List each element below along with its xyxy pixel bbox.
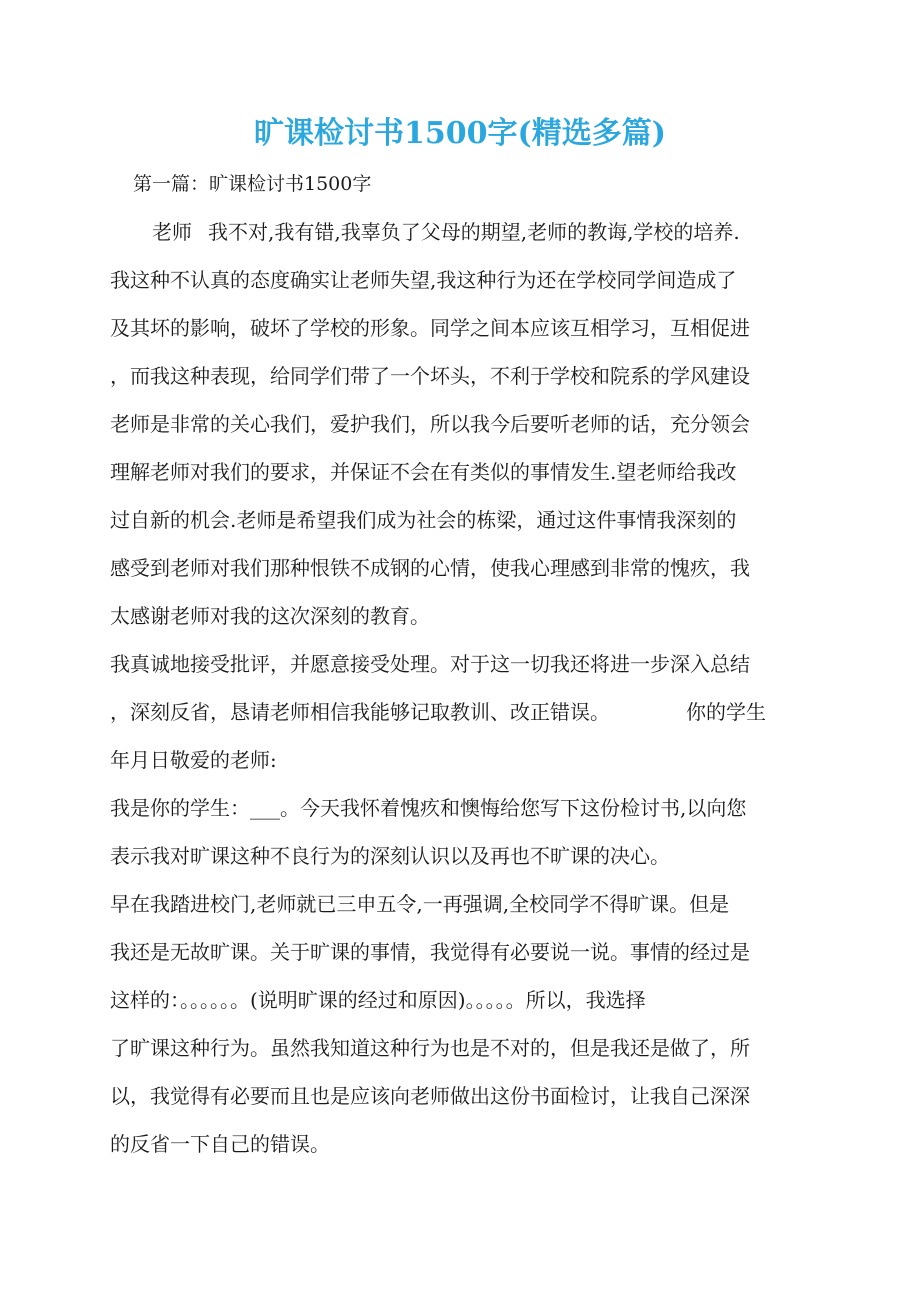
paragraph-line: 我还是无故旷课。关于旷课的事情，我觉得有必要说一说。事情的经过是 bbox=[110, 940, 750, 964]
signature: 你的学生 bbox=[686, 700, 766, 724]
paragraph-line: 及其坏的影响，破坏了学校的形象。同学之间本应该互相学习，互相促进 bbox=[110, 316, 750, 340]
paragraph-line: 表示我对旷课这种不良行为的深刻认识以及再也不旷课的决心。 bbox=[110, 844, 670, 868]
paragraph-line: 了旷课这种行为。虽然我知道这种行为也是不对的，但是我还是做了，所 bbox=[110, 1036, 750, 1060]
paragraph-line: 理解老师对我们的要求，并保证不会在有类似的事情发生.望老师给我改 bbox=[110, 460, 737, 484]
line-text: ，深刻反省，恳请老师相信我能够记取教训、改正错误。 bbox=[110, 700, 610, 724]
paragraph-line: 早在我踏进校门,老师就已三申五令,一再强调,全校同学不得旷课。但是 bbox=[110, 892, 730, 916]
date-greeting-line: 年月日敬爱的老师: bbox=[110, 748, 277, 772]
paragraph-line bbox=[152, 216, 740, 248]
paragraph-line: 感受到老师对我们那种恨铁不成钢的心情，使我心理感到非常的愧疚，我 bbox=[110, 556, 750, 580]
paragraph-line: 太感谢老师对我的这次深刻的教育。 bbox=[110, 604, 430, 628]
paragraph-line: 我是你的学生：___。今天我怀着愧疚和懊悔给您写下这份检讨书,以向您 bbox=[110, 796, 747, 820]
paragraph-line: 的反省一下自己的错误。 bbox=[110, 1132, 330, 1156]
salutation: 老师 bbox=[152, 220, 192, 244]
paragraph-line: 过自新的机会.老师是希望我们成为社会的栋梁，通过这件事情我深刻的 bbox=[110, 508, 737, 532]
paragraph-line: 以，我觉得有必要而且也是应该向老师做出这份书面检讨，让我自己深深 bbox=[110, 1084, 750, 1108]
paragraph-line: 这样的：。。。。。。(说明旷课的经过和原因)。。。。。所以，我选择 bbox=[110, 988, 646, 1012]
section-heading: 第一篇：旷课检讨书1500字 bbox=[133, 173, 372, 195]
line-text: 我不对,我有错,我辜负了父母的期望,老师的教诲,学校的培养. bbox=[208, 220, 740, 244]
document-title: 旷课检讨书1500字(精选多篇) bbox=[254, 116, 666, 151]
paragraph-line: 我真诚地接受批评，并愿意接受处理。对于这一切我还将进一步深入总结 bbox=[110, 652, 750, 676]
paragraph-line: 我这种不认真的态度确实让老师失望,我这种行为还在学校同学间造成了 bbox=[110, 268, 737, 292]
paragraph-line: 老师是非常的关心我们，爱护我们，所以我今后要听老师的话，充分领会 bbox=[110, 412, 750, 436]
paragraph-line bbox=[110, 696, 766, 728]
paragraph-line: ，而我这种表现，给同学们带了一个坏头，不利于学校和院系的学风建设 bbox=[110, 364, 750, 388]
